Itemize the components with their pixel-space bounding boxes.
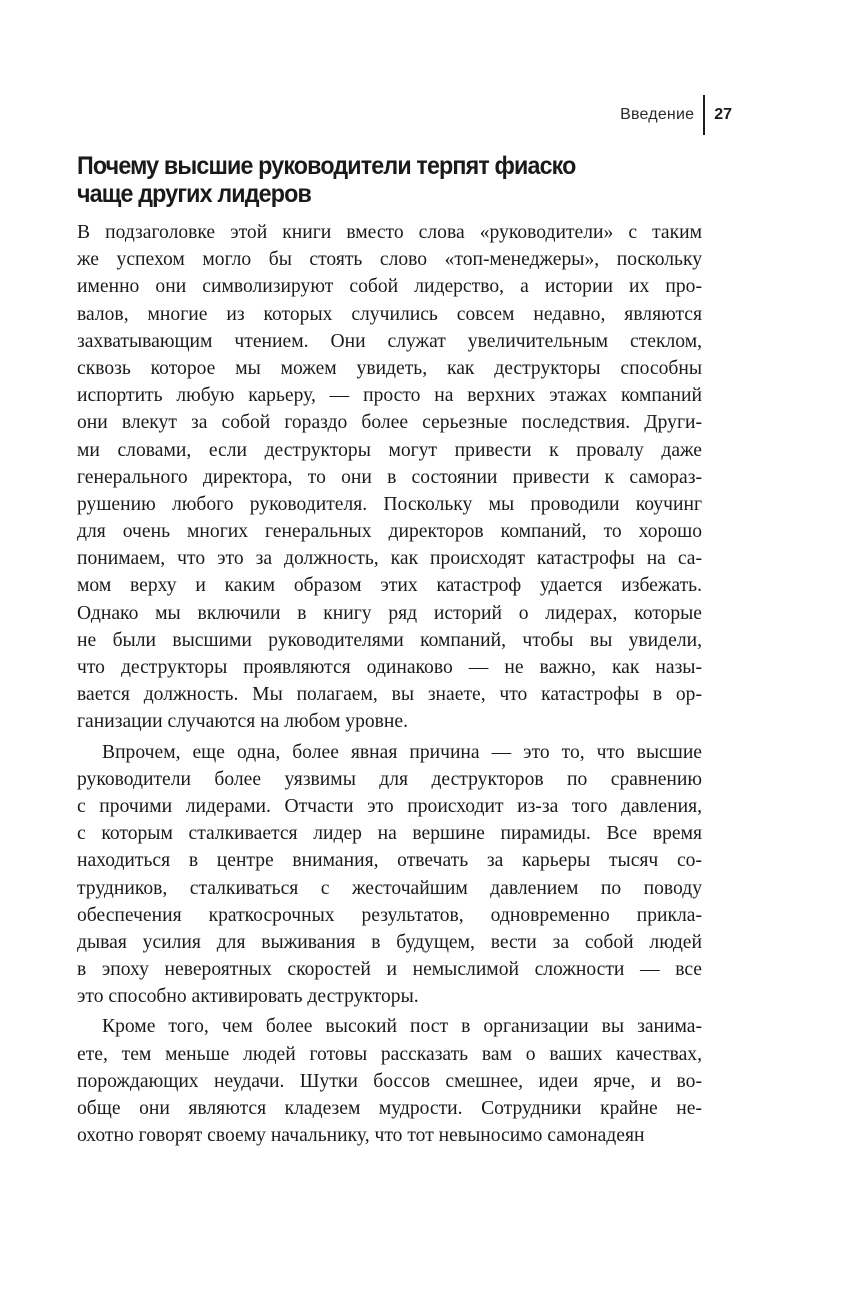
text-line: испортить любую карьеру, — просто на верхних этажах компаний xyxy=(77,385,702,407)
text-line: В подзаголовке этой книги вместо слова «руководители» с таким xyxy=(77,222,702,243)
section-heading xyxy=(77,152,709,208)
text-line: ми словами, если деструкторы могут привести к провалу даже xyxy=(77,439,702,461)
text-line: с прочими лидерами. Отчасти это происходит из-за того давления, xyxy=(77,795,702,817)
paragraph xyxy=(77,739,702,1011)
text-line: что деструкторы проявляются одинаково — не важно, как назы- xyxy=(77,657,702,678)
text-line: вается должность. Мы полагаем, вы знаете, что катастрофы в ор- xyxy=(77,684,702,706)
paragraph xyxy=(77,1013,702,1149)
paragraph xyxy=(77,219,702,736)
text-line: Однако мы включили в книгу ряд историй о лидерах, которые xyxy=(77,602,702,624)
text-line: руководители более уязвимы для деструкторов по сравнению xyxy=(77,768,702,790)
text-line: обеспечения краткосрочных результатов, одновременно прикла- xyxy=(77,904,702,926)
text-line: Впрочем, еще одна, более явная причина — это то, что высшие xyxy=(102,741,702,763)
text-line: захватывающим чтением. Они служат увеличительным стеклом, xyxy=(77,330,702,352)
heading-line: Почему высшие руководители терпят фиаско xyxy=(77,152,576,180)
text-line: сквозь которое мы можем увидеть, как деструкторы способны xyxy=(77,357,702,379)
text-line: находиться в центре внимания, отвечать за карьеры тысяч со- xyxy=(77,850,702,872)
text-line: дывая усилия для выживания в будущем, вести за собой людей xyxy=(77,931,702,953)
heading-line: чаще других лидеров xyxy=(77,180,311,208)
text-line: Кроме того, чем более высокий пост в организации вы занима- xyxy=(102,1016,702,1038)
text-line: именно они символизируют собой лидерство, а истории их про- xyxy=(77,276,702,298)
text-line: мом верху и каким образом этих катастроф удается избежать. xyxy=(77,575,702,597)
text-line: с которым сталкивается лидер на вершине пирамиды. Все время xyxy=(77,823,702,845)
text-line: это способно активировать деструкторы. xyxy=(77,986,419,1008)
text-line: генерального директора, то они в состоянии привести к самораз- xyxy=(77,466,702,488)
text-line: порождающих неудачи. Шутки боссов смешнее, идеи ярче, и во- xyxy=(77,1070,702,1092)
text-line: понимаем, что это за должность, как происходят катастрофы на са- xyxy=(77,548,702,570)
text-line: не были высшими руководителями компаний, чтобы вы увидели, xyxy=(77,629,702,651)
text-line: охотно говорят своему начальнику, что тот невыносимо самонадеян xyxy=(77,1125,645,1147)
text-line: для очень многих генеральных директоров компаний, то хорошо xyxy=(77,521,702,543)
text-line: рушению любого руководителя. Поскольку мы проводили коучинг xyxy=(77,493,702,515)
text-line: они влекут за собой гораздо более серьезные последствия. Други- xyxy=(77,412,702,434)
running-head xyxy=(620,95,732,135)
text-line: валов, многие из которых случились совсем недавно, являются xyxy=(77,303,702,325)
text-line: же успехом могло бы стоять слово «топ-менеджеры», поскольку xyxy=(77,249,702,271)
text-line: ете, тем меньше людей готовы рассказать вам о ваших качествах, xyxy=(77,1043,702,1065)
text-line: ганизации случаются на любом уровне. xyxy=(77,711,409,733)
text-line: в эпоху невероятных скоростей и немыслимой сложности — все xyxy=(77,959,702,981)
page-body xyxy=(77,152,702,1149)
section-title: Введение xyxy=(620,106,695,123)
text-line: обще они являются кладезем мудрости. Сотрудники крайне не- xyxy=(77,1098,702,1119)
text-line: трудников, сталкиваться с жесточайшим давлением по поводу xyxy=(77,877,702,899)
page-number: 27 xyxy=(714,106,732,123)
